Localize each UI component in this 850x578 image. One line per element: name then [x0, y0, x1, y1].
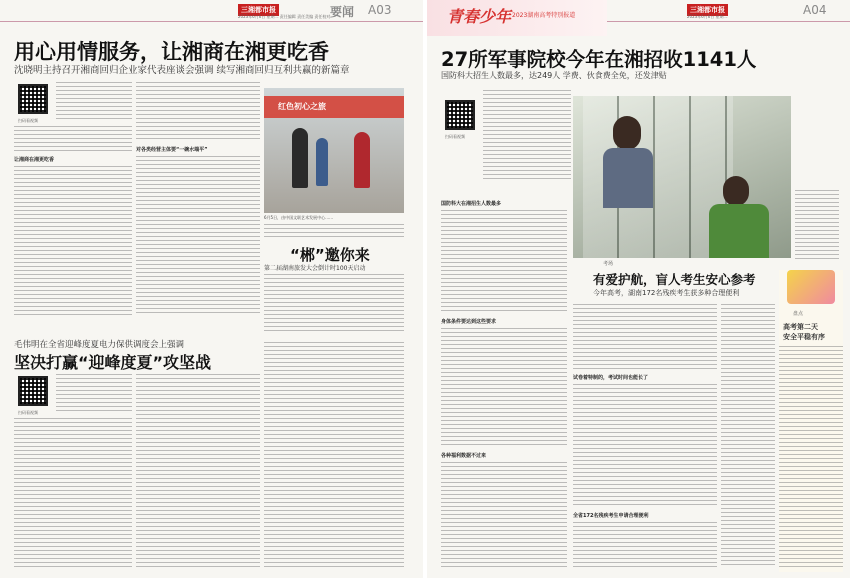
main-headline: 27所军事院校今年在湘招收1141人 [441, 48, 757, 71]
body-text [136, 156, 260, 316]
article3-column-2 [136, 372, 260, 572]
sidebar-title: 高考第二天 [783, 323, 818, 331]
article-column-2 [136, 80, 260, 320]
column-subtitle: 国防科大在湘招生人数最多 [441, 201, 502, 207]
article3-column-3 [264, 340, 404, 572]
page-header [0, 0, 423, 22]
body-text [441, 328, 567, 448]
body-text [14, 126, 132, 152]
column-subtitle: 对各类经营主体要“一碗水端平” [136, 147, 208, 153]
body-text [441, 210, 567, 314]
students-window-photo [573, 96, 791, 258]
sidebar-box [779, 270, 843, 572]
article2-headline: “郴”邀你来 [290, 246, 370, 264]
body-text [573, 522, 717, 568]
banner-subtitle: 2023湖南高考特别报道 [512, 12, 576, 19]
spacer [573, 262, 575, 270]
newspaper-logo: 三湘都市报 [238, 4, 279, 16]
student-body [603, 148, 653, 208]
article3-column-1 [14, 372, 132, 572]
body-text [573, 304, 717, 370]
main-subhead: 沈晓明主持召开湘商回归企业家代表座谈会强调 续写湘商回归互利共赢的新篇章 [14, 65, 350, 76]
person-figure [316, 138, 328, 186]
body-text [264, 342, 404, 568]
article3-kicker: 毛伟明在全省迎峰度夏电力保供调度会上强调 [14, 340, 185, 350]
body-text [795, 190, 839, 260]
body-text [136, 374, 260, 568]
page-header [607, 0, 850, 22]
body-text [483, 90, 571, 180]
article-column-1 [14, 80, 132, 320]
body-text [136, 82, 260, 142]
body-text [56, 374, 132, 414]
body-text [264, 274, 404, 334]
body-text [721, 304, 775, 568]
body-text [14, 418, 132, 568]
page-number: A03 [368, 3, 392, 17]
student-head [723, 176, 749, 206]
person-figure [354, 132, 370, 188]
photo-side-caption [795, 190, 839, 270]
person-figure [292, 128, 308, 188]
qr-code[interactable] [445, 100, 475, 130]
photo-caption: 6月5日，由中国文联艺术发展中心…… [264, 215, 334, 220]
left-newspaper-page [0, 0, 423, 578]
section-label: 要闻 [330, 5, 355, 19]
qr-code[interactable] [18, 376, 48, 406]
right-newspaper-page [427, 0, 850, 578]
article2-headline: 有爱护航，盲人考生安心参考 [593, 272, 756, 287]
date-line: 2023年6月6日 星期二 [687, 14, 728, 19]
page-number: A04 [803, 3, 827, 17]
student-body [709, 204, 769, 258]
article-column-1 [441, 200, 567, 572]
qr-label: 扫码看视频 [18, 410, 38, 415]
column-subtitle: 全省172名残疾考生申请合理便利 [573, 513, 649, 519]
article2-subhead: 第二届湖南旅发大会倒计时100天启动 [264, 265, 366, 272]
body-text [56, 82, 132, 122]
main-headline: 用心用情服务，让湘商在湘更吃香 [14, 40, 329, 64]
sidebar-tag: 盘点 [793, 311, 804, 317]
special-report-banner [427, 0, 607, 36]
article3-headline: 坚决打赢“迎峰度夏”攻坚战 [14, 353, 212, 372]
article2-column-2 [721, 300, 775, 572]
body-text [779, 346, 843, 568]
main-subhead: 国防科大招生人数最多，达249人 学费、伙食费全免，还发津贴 [441, 71, 667, 80]
body-text [441, 462, 567, 568]
intro-column [441, 86, 571, 196]
sidebar-title: 安全平稳有序 [783, 333, 825, 341]
article2-subhead: 今年高考，湖南172名残疾考生获多种合理便利 [593, 289, 740, 297]
sidebar-illustration [787, 270, 835, 304]
column-subtitle: 身体条件要达到这些要求 [441, 319, 497, 325]
event-photo [264, 88, 404, 213]
qr-label: 扫码看视频 [445, 134, 465, 139]
photo-banner-text: 红色初心之旅 [278, 102, 326, 111]
body-text [573, 384, 717, 508]
article2-column-1 [573, 300, 717, 572]
section-tag: 考场 [603, 261, 614, 267]
banner-title: 青春少年 [447, 7, 512, 26]
date-line: 2023年6月6日 星期二 责任编辑 责任美编 责任校对 [238, 14, 331, 19]
qr-code[interactable] [18, 84, 48, 114]
body-text [14, 166, 132, 316]
column-subtitle: 各种福利数据不过来 [441, 453, 487, 459]
body-text [264, 224, 404, 238]
column-subtitle: 试卷着特制的，考试时间也能长了 [573, 375, 649, 381]
column-subtitle: 让湘商在湘更吃香 [14, 157, 55, 163]
newspaper-logo: 三湘都市报 [687, 4, 728, 16]
qr-label: 扫码看视频 [18, 118, 38, 123]
student-head [613, 116, 641, 150]
